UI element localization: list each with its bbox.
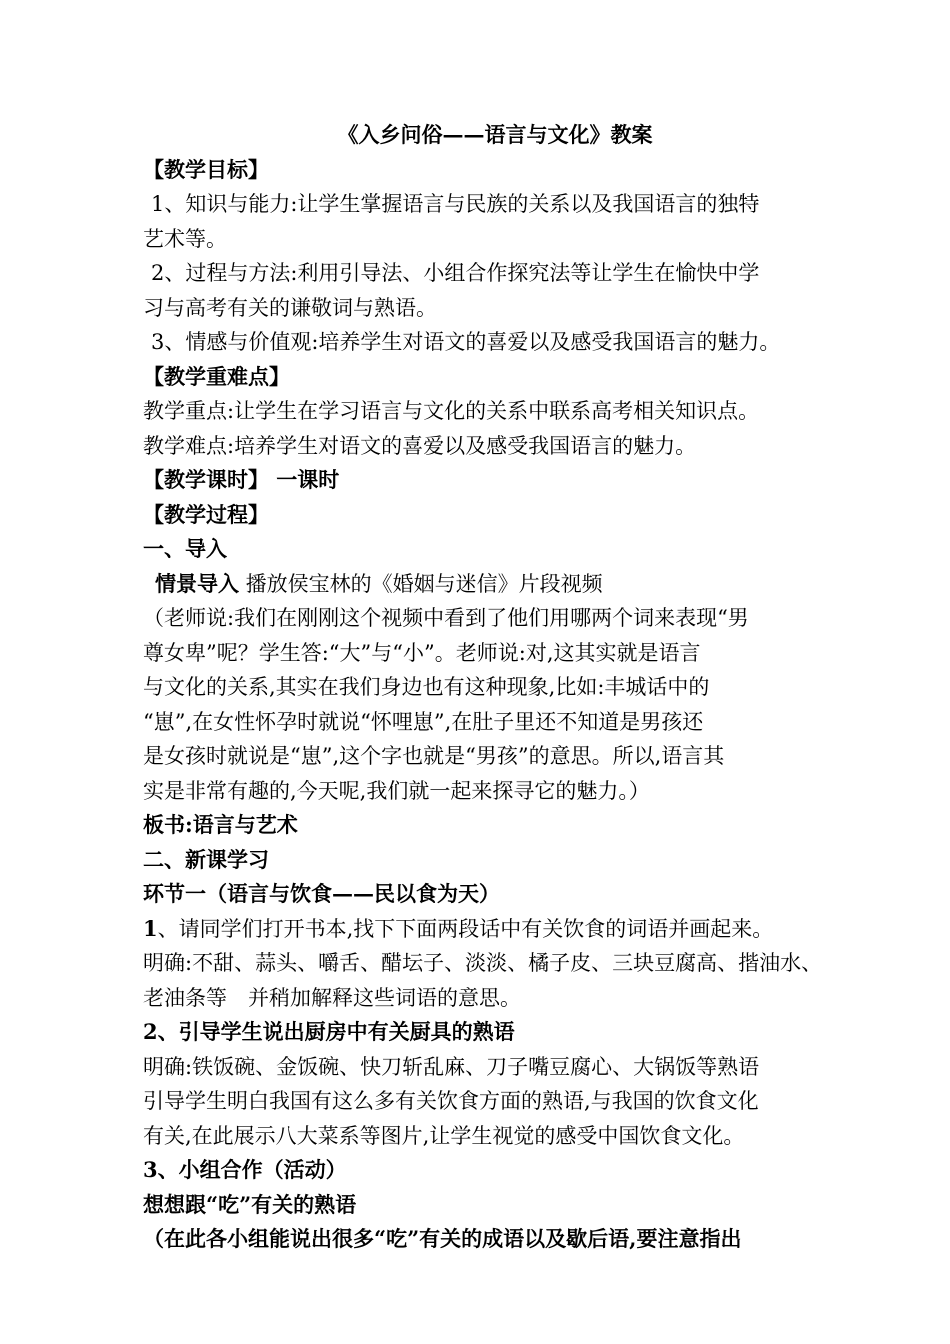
- section-heading-process: 【教学过程】: [143, 501, 269, 527]
- intro-line: [143, 567, 823, 602]
- answer-1-line-1: 明确:不甜、蒜头、嚼舌、醋坛子、淡淡、橘子皮、三块豆腐高、揩油水、: [143, 951, 823, 975]
- guide-line-2: 有关,在此展示八大菜系等图片,让学生视觉的感受中国饮食文化。: [143, 1123, 745, 1148]
- para-line: （老师说:我们在刚刚这个视频中看到了他们用哪两个词来表现“男: [143, 606, 749, 630]
- para-line: 与文化的关系,其实在我们身边也有这种现象,比如:丰城话中的: [143, 675, 710, 699]
- goal-2-line-1: 2、过程与方法:利用引导法、小组合作探究法等让学生在愉快中学: [151, 261, 760, 285]
- document-body: [143, 118, 823, 1257]
- item-1-number: 1: [143, 915, 158, 941]
- board-writing: 板书:语言与艺术: [143, 812, 298, 837]
- goal-1-line-1: 1、知识与能力:让学生掌握语言与民族的关系以及我国语言的独特: [151, 192, 760, 216]
- para-line: 实是非常有趣的,今天呢,我们就一起来探寻它的魅力。）: [143, 778, 650, 803]
- link-1-heading: 环节一（语言与饮食——民以食为天）: [143, 881, 500, 906]
- para-line: 是女孩时就说是“崽”,这个字也就是“男孩”的意思。所以,语言其: [143, 744, 725, 768]
- think-prompt: 想想跟“吃”有关的熟语: [143, 1191, 357, 1217]
- answer-2: 明确:铁饭碗、金饭碗、快刀斩乱麻、刀子嘴豆腐心、大锅饭等熟语: [143, 1054, 760, 1079]
- item-1: [143, 912, 823, 947]
- item-2: 2、引导学生说出厨房中有关厨具的熟语: [143, 1019, 515, 1044]
- key-point: 教学重点:让学生在学习语言与文化的关系中联系高考相关知识点。: [143, 399, 760, 423]
- intro-label: 情景导入: [155, 570, 239, 596]
- item-3: 3、小组合作（活动）: [143, 1157, 347, 1182]
- section-heading-goals: 【教学目标】: [143, 156, 269, 182]
- para-line: 尊女卑”呢？学生答:“大”与“小”。老师说:对,这其实就是语言: [143, 640, 701, 665]
- heading-new-lesson: 二、新课学习: [143, 846, 269, 872]
- section-heading-hours: 【教学课时】 一课时: [143, 467, 340, 492]
- intro-text: 播放侯宝林的《婚姻与迷信》片段视频: [239, 571, 603, 596]
- guide-line-1: 引导学生明白我国有这么多有关饮食方面的熟语,与我国的饮食文化: [143, 1089, 759, 1113]
- goal-2-line-2: 习与高考有关的谦敬词与熟语。: [143, 295, 437, 320]
- goal-3: 3、情感与价值观:培养学生对语文的喜爱以及感受我国语言的魅力。: [151, 330, 781, 354]
- item-1-text: 、请同学们打开书本,找下下面两段话中有关饮食的词语并画起来。: [157, 916, 774, 941]
- goal-1-line-2: 艺术等。: [143, 226, 227, 251]
- hard-point: 教学难点:培养学生对语文的喜爱以及感受我国语言的魅力。: [143, 433, 697, 458]
- answer-1-line-2: 老油条等 并稍加解释这些词语的意思。: [143, 985, 521, 1010]
- heading-intro: 一、导入: [143, 536, 227, 561]
- section-heading-key-points: 【教学重难点】: [143, 363, 290, 389]
- document-title: 《入乡问俗——语言与文化》教案: [337, 122, 653, 147]
- last-line: （在此各小组能说出很多“吃”有关的成语以及歇后语,要注意指出: [143, 1226, 742, 1251]
- para-line: “崽”,在女性怀孕时就说“怀哩崽”,在肚子里还不知道是男孩还: [143, 709, 704, 734]
